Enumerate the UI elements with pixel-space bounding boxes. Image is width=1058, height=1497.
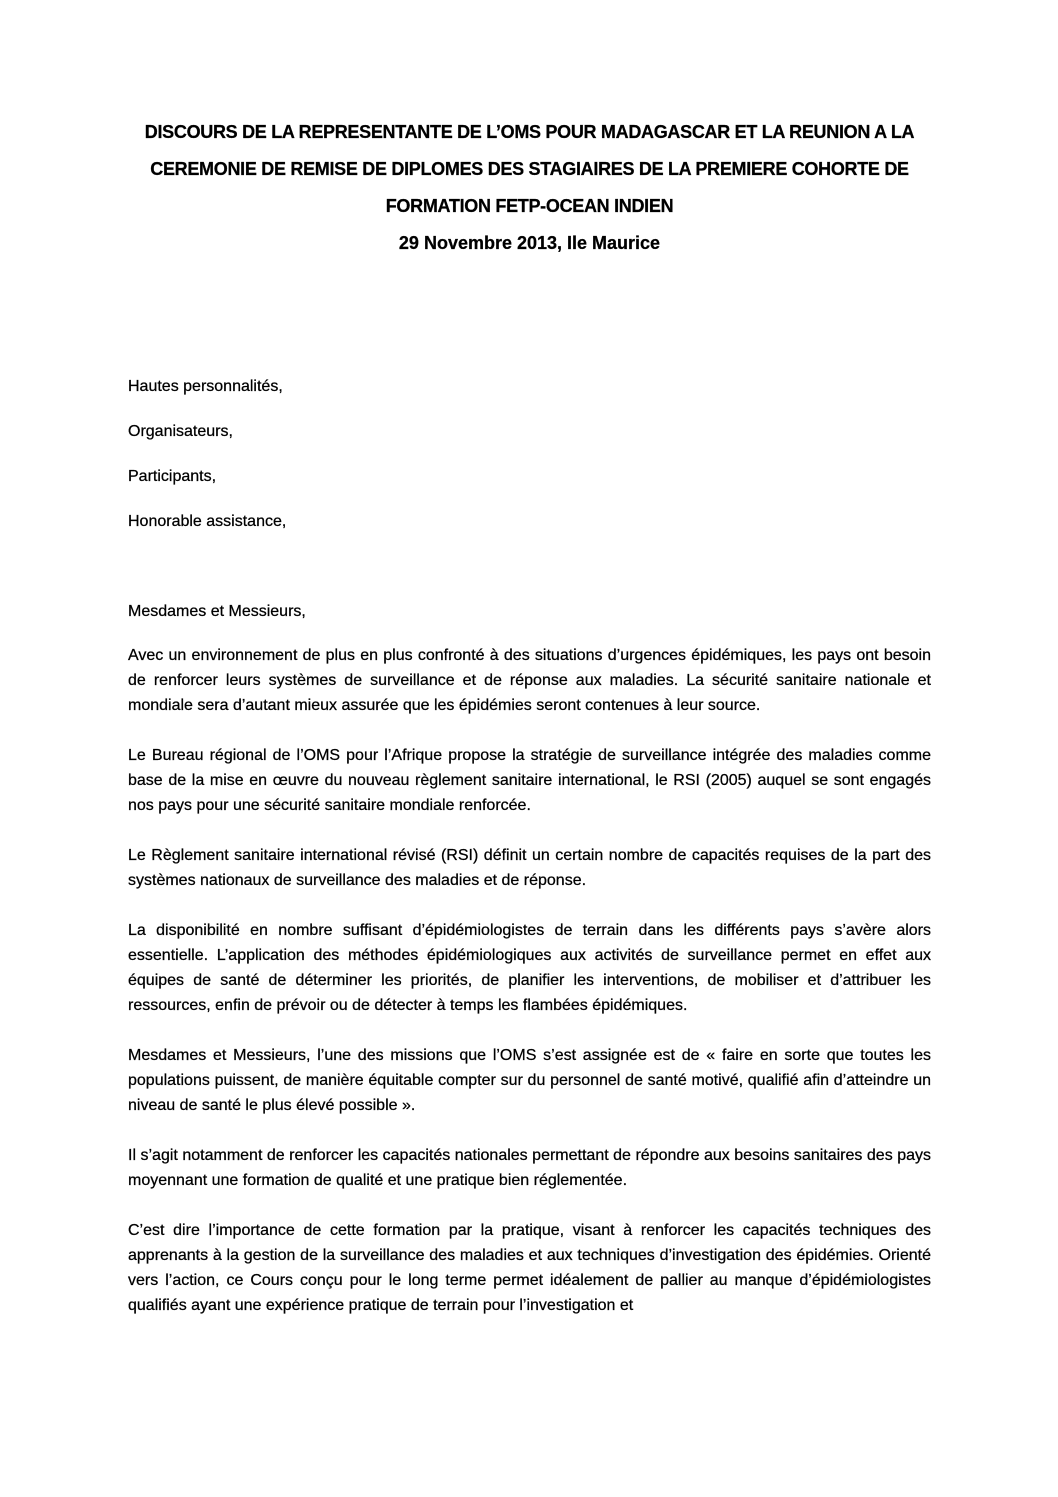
body-paragraph: Mesdames et Messieurs, l’une des missions que l’OMS s’est assignée est de « faire en sorte que toutes les populations puissent, de manière équitable compter sur du personnel de santé motivé, qualifié afin d’atteindre un niveau de santé le plus élevé possible ». [128,1047,931,1114]
greeting-line: Mesdames et Messieurs, [128,603,306,620]
body-paragraph: Le Règlement sanitaire international révisé (RSI) définit un certain nombre de capacités requises de la part des systèmes nationaux de surveillance des maladies et de réponse. [128,847,931,889]
body-paragraph: La disponibilité en nombre suffisant d’épidémiologistes de terrain dans les différents pays s’avère alors essentielle. L’application des méthodes épidémiologiques aux activités de surveillance permet en effet aux équipes de santé de déterminer les priorités, de planifier les interventions, de mobiliser et d’attribuer les ressources, enfin de prévoir ou de détecter à temps les flambées épidémiques. [128,922,931,1014]
salutation-line: Hautes personnalités, [128,378,283,395]
document-date: 29 Novembre 2013, Ile Maurice [398,233,661,253]
salutation-line: Participants, [128,468,217,485]
body-paragraph: Le Bureau régional de l’OMS pour l’Afrique propose la stratégie de surveillance intégrée des maladies comme base de la mise en œuvre du nouveau règlement sanitaire international, le RSI (2005) auquel se sont engagés nos pays pour une sécurité sanitaire mondiale renforcée. [128,747,931,814]
body-paragraph: Il s’agit notamment de renforcer les capacités nationales permettant de répondre aux besoins sanitaires des pays moyennant une formation de qualité et une pratique bien réglementée. [128,1147,931,1189]
salutation-line: Organisateurs, [128,423,233,440]
document-title: DISCOURS DE LA REPRESENTANTE DE L’OMS POUR MADAGASCAR ET LA REUNION A LA CEREMONIE DE REMISE DE DIPLOMES DES STAGIAIRES DE LA PREMIERE COHORTE DE FORMATION FETP-OCEAN INDIEN [144,122,915,216]
salutations [128,374,931,534]
body-paragraph: C’est dire l’importance de cette formation par la pratique, visant à renforcer les capacités techniques des apprenants à la gestion de la surveillance des maladies et aux techniques d’investigation des épidémies. Orienté vers l’action, ce Cours conçu pour le long terme permet idéalement de pallier au manque d’épidémiologistes qualifiés ayant une expérience pratique de terrain pour l’investigation et [128,1222,931,1314]
body-paragraph: Avec un environnement de plus en plus confronté à des situations d’urgences épidémiques, les pays ont besoin de renforcer leurs systèmes de surveillance et de réponse aux maladies. La sécurité sanitaire nationale et mondiale sera d’autant mieux assurée que les épidémies seront contenues à leur source. [128,647,931,714]
salutation-line: Honorable assistance, [128,513,287,530]
body-paragraphs [128,643,931,1318]
